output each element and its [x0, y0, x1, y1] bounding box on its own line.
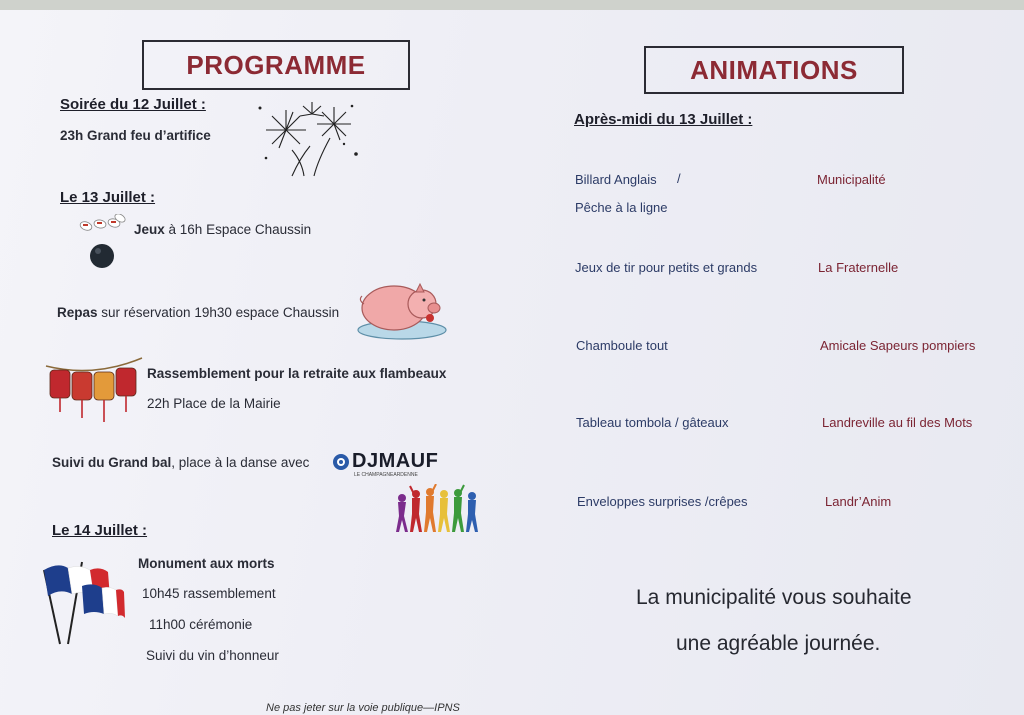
dancers-icon [392, 484, 486, 534]
org-fraternelle: La Fraternelle [818, 260, 899, 275]
jeux-line: Jeux à 16h Espace Chaussin [134, 222, 312, 237]
grand-bal-line: Suivi du Grand bal, place à la danse avec [52, 455, 310, 470]
monument-line: Monument aux morts [138, 556, 275, 571]
programme-title: PROGRAMME [142, 40, 410, 90]
ceremonie-1100: 11h00 cérémonie [149, 617, 253, 632]
place-mairie-line: 22h Place de la Mairie [147, 396, 281, 411]
fireworks-line: 23h Grand feu d’artifice [60, 128, 211, 143]
top-edge [0, 0, 1024, 10]
day-13-heading: Le 13 Juillet : [60, 189, 156, 206]
footer-note: Ne pas jeter sur la voie publique—IPNS [266, 702, 460, 714]
activity-jeux-tir: Jeux de tir pour petits et grands [575, 260, 758, 275]
day-14-heading: Le 14 Juillet : [52, 522, 148, 539]
apres-midi-heading: Après-midi du 13 Juillet : [574, 111, 753, 128]
closing-line-1: La municipalité vous souhaite [636, 586, 912, 609]
lanterns-icon [44, 356, 144, 430]
activity-tombola: Tableau tombola / gâteaux [576, 415, 729, 430]
pig-icon [356, 272, 448, 342]
org-landranim: Landr’Anim [825, 494, 892, 509]
repas-line: Repas sur réservation 19h30 espace Chaussin [57, 305, 340, 320]
djmauf-text: DJMAUF [352, 450, 439, 472]
org-municipalite: Municipalité [817, 172, 886, 187]
fireworks-icon [252, 98, 370, 180]
animations-title: ANIMATIONS [644, 46, 904, 94]
soiree-12-heading: Soirée du 12 Juillet : [60, 96, 206, 113]
djmauf-logo [332, 450, 448, 480]
bowling-icon [76, 214, 132, 272]
org-pompiers: Amicale Sapeurs pompiers [820, 338, 976, 353]
rassemblement-line: Rassemblement pour la retraite aux flambeaux [147, 366, 447, 381]
dj-badge-icon [332, 453, 350, 471]
activity-peche: Pêche à la ligne [575, 200, 668, 215]
activity-enveloppes: Enveloppes surprises /crêpes [577, 494, 748, 509]
closing-line-2: une agréable journée. [676, 632, 881, 655]
activity-billard: Billard Anglais [575, 172, 657, 187]
activity-chamboule: Chamboule tout [576, 338, 668, 353]
activity-separator: / [677, 171, 681, 186]
vin-honneur-line: Suivi du vin d’honneur [146, 648, 279, 663]
djmauf-subtext: LE CHAMPAGNEARDENNE [354, 472, 418, 478]
rassemblement-1045: 10h45 rassemblement [142, 586, 276, 601]
french-flags-icon [38, 556, 126, 648]
org-landreville: Landreville au fil des Mots [822, 415, 973, 430]
